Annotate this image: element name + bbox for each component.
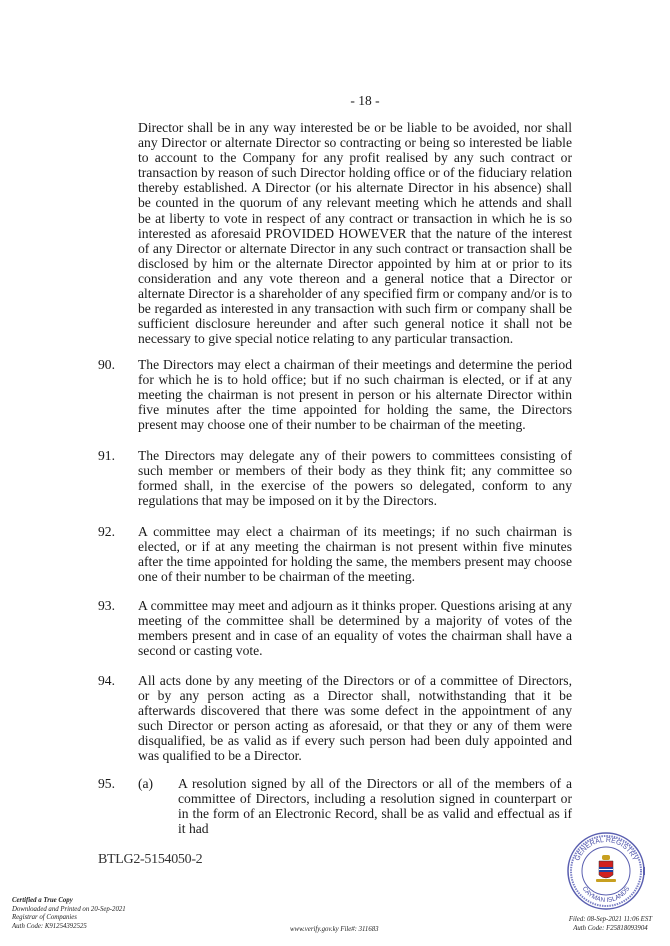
article-94 (98, 673, 572, 764)
article-number: 94. (98, 673, 115, 688)
article-text: All acts done by any meeting of the Directors or of a committee of Directors, or by any person acting as a Director shall, notwithstanding that it be afterwards discovered that there was some defect in the appointment of any such Director or person acting as aforesaid, or that they or any of them were disqualified, be as valid as if every such person had been duly appointed and was qualified to be a Director. (138, 673, 572, 764)
downloaded-label: Downloaded and Printed on 20-Sep-2021 (12, 905, 126, 913)
certified-label: Certified a True Copy (12, 897, 73, 904)
filing-block (569, 915, 652, 933)
article-number: 92. (98, 524, 115, 539)
article-number: 95. (98, 776, 115, 791)
registry-seal-icon (563, 831, 649, 911)
article-95 (98, 776, 572, 836)
article-number: 90. (98, 357, 115, 372)
sub-clause-label: (a) (138, 776, 154, 791)
seal-bottom-text: CAYMAN ISLANDS (580, 885, 632, 905)
verify-link: www.verify.gov.ky File#: 311683 (290, 926, 379, 933)
auth-code-right: Auth Code: F25818093904 (573, 925, 648, 932)
document-reference: BTLG2-5154050-2 (98, 852, 203, 867)
filed-timestamp: Filed: 08-Sep-2021 11:06 EST (568, 916, 652, 923)
continuation-paragraph: Director shall be in any way interested be or be liable to be avoided, nor shall any Director or alternate Director so contracting or being so interested be liable to account to the Company for any profit realised by any such contract or transaction by reason of such Director holding office or of the fiduciary relation thereby established. A Director (or his alternate Director in his absence) shall be counted in the quorum of any relevant meeting which he attends and shall be at liberty to vote in respect of any contract or transaction in which he is so interested as aforesaid PROVIDED HOWEVER that the nature of the interest of any Director or alternate Director in any such contract or transaction shall be disclosed by him or the alternate Director appointed by him at or prior to its consideration and any vote thereon and a general notice that a Director or alternate Director is a shareholder of any specified firm or company and/or is to be regarded as interested in any transaction with such firm or company shall be sufficient disclosure hereunder and after such general notice it shall not be necessary to give special notice relating to any particular transaction. (138, 120, 572, 347)
article-93 (98, 598, 572, 658)
registrar-label: Registrar of Companies (12, 914, 77, 921)
article-91 (98, 448, 572, 508)
article-90 (98, 357, 572, 432)
page-number: - 18 - (350, 93, 380, 108)
article-92 (98, 524, 572, 584)
certification-block (12, 897, 126, 931)
article-text: A committee may meet and adjourn as it thinks proper. Questions arising at any meeting of the committee shall be determined by a majority of votes of the members present and in case of an equality of votes the chairman shall have a second or casting vote. (138, 598, 572, 659)
article-number: 91. (98, 448, 115, 463)
coat-of-arms-icon (596, 855, 616, 882)
seal-top-text: GENERAL REGISTRY (574, 836, 638, 862)
article-text: A committee may elect a chairman of its meetings; if no such chairman is elected, or if at any meeting the chairman is not present within five minutes after the time appointed for holding the same, the members present may choose one of their number to be chairman of the meeting. (138, 524, 572, 585)
article-text: The Directors may delegate any of their powers to committees consisting of such member or members of their body as they think fit; any committee so formed shall, in the exercise of the powers so delegated, conform to any regulations that may be imposed on it by the Directors. (138, 448, 572, 509)
auth-code-left: Auth Code: K91254392525 (12, 922, 87, 930)
sub-clause-text: A resolution signed by all of the Directors or all of the members of a committee of Directors, including a resolution signed in counterpart or in the form of an Electronic Record, shall be as valid and effectual as if it had (178, 776, 572, 837)
article-number: 93. (98, 598, 115, 613)
article-text: The Directors may elect a chairman of their meetings and determine the period for which he is to hold office; but if no such chairman is elected, or if at any meeting the chairman is not present in person or his alternate Director within five minutes after the time appointed for holding the same, the Directors present may choose one of their number to be chairman of the meeting. (138, 357, 572, 433)
